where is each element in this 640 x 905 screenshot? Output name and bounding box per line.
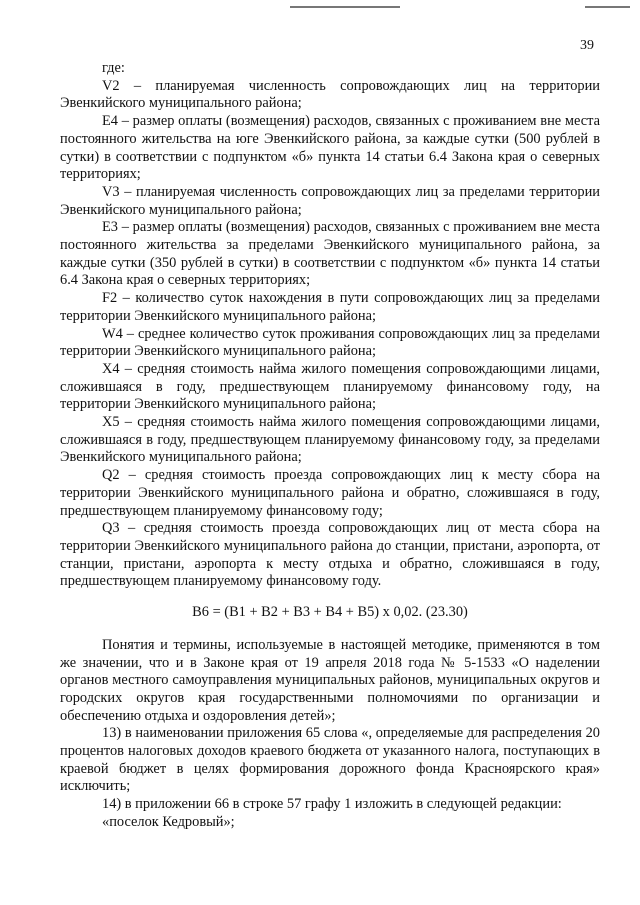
definition-w4: W4 – среднее количество суток проживания сопровождающих лиц за пределами территории Эвенкийского муниципального района;: [60, 325, 600, 360]
paragraph-item-14: 14) в приложении 66 в строке 57 графу 1 изложить в следующей редакции:: [102, 796, 562, 813]
paragraph-terms: Понятия и термины, используемые в настоящей методике, применяются в том же значении, что и в Законе края от 19 апреля 2018 года № 5-1533 «О наделении органов местного самоуправления муниципальных районов, муниципальных округов и городских округов края государственными полномочиями по организации и обеспечению отдыха и оздоровления детей»;: [60, 636, 600, 724]
paragraph-item-13: 13) в наименовании приложения 65 слова «, определяемые для распределения 20 процентов налоговых доходов краевого бюджета от указанного налога, поступающих в краевой бюджет в целях формирования дорожного фонда Красноярского края» исключить;: [60, 725, 600, 795]
definition-v2: V2 – планируемая численность сопровождающих лиц на территории Эвенкийского муниципального района;: [60, 77, 600, 112]
scan-artifact-right: [585, 6, 630, 8]
page-number: 39: [580, 38, 594, 53]
definition-x4: X4 – средняя стоимость найма жилого помещения сопровождающими лицами, сложившаяся в году, предшествующем планируемому финансовому году, на территории Эвенкийского муниципального района;: [60, 360, 600, 413]
formula-b6: B6 = (B1 + B2 + B3 + B4 + B5) x 0,02. (23.30): [192, 604, 468, 621]
scan-artifact-left: [290, 6, 400, 8]
paragraph-where: где:: [102, 60, 125, 76]
definition-q3: Q3 – средняя стоимость проезда сопровождающих лиц от места сбора на территории Эвенкийского муниципального района до станции, пристани, аэропорта, от станции, пристани, аэропорта к месту отдыха и обратно, сложившаяся в году, предшествующем планируемому финансовому году.: [60, 520, 600, 590]
definition-x5: X5 – средняя стоимость найма жилого помещения сопровождающими лицами, сложившаяся в году, предшествующем планируемому финансовому году, за пределами Эвенкийского муниципального района;: [60, 414, 600, 466]
definition-q2: Q2 – средняя стоимость проезда сопровождающих лиц к месту сбора на территории Эвенкийского муниципального района и обратно, сложившаяся в году, предшествующем планируемому финансовому году;: [60, 467, 600, 519]
document-body: [60, 60, 600, 832]
definition-e4: E4 – размер оплаты (возмещения) расходов, связанных с проживанием вне места постоянного жительства на юге Эвенкийского района, за каждые сутки (500 рублей в сутки) в соответствии с подпунктом «б» пункта 14 статьи 6.4 Закона края о северных территориях;: [60, 113, 600, 183]
definition-e3: E3 – размер оплаты (возмещения) расходов, связанных с проживанием вне места постоянного жительства за пределами Эвенкийского муниципального района, за каждые сутки (350 рублей в сутки) в соответствии с подпунктом «б» пункта 14 статьи 6.4 Закона края о северных территориях;: [60, 219, 600, 289]
definition-f2: F2 – количество суток нахождения в пути сопровождающих лиц за пределами территории Эвенкийского муниципального района;: [60, 290, 600, 324]
paragraph-kedrovy: «поселок Кедровый»;: [102, 813, 235, 830]
definition-v3: V3 – планируемая численность сопровождающих лиц за пределами территории Эвенкийского муниципального района;: [60, 183, 600, 218]
